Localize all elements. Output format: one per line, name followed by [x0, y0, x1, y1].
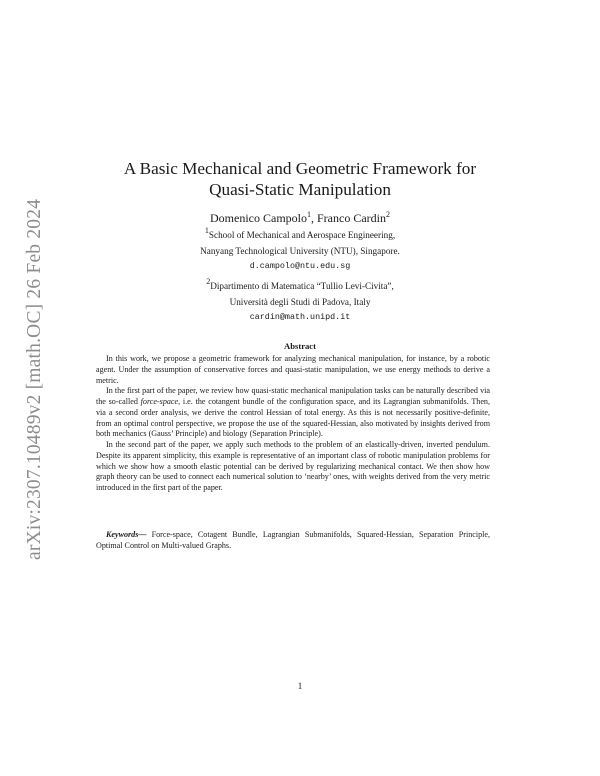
author-cardin: Franco Cardin: [317, 211, 386, 225]
abstract-paragraph-3: In the second part of the paper, we apply such methods to the problem of an elastically-driven, inverted pendulum. Despite its apparent simplicity, this example is representative of an important class of robotic manipulation problems for which we show how a smooth elastic potential can be derived by regularizing mechanical contact. We then show how graph theory can be used to connect each numerical solution to ‘nearby’ ones, with weights derived from the very metric introduced in the first part of the paper.: [96, 440, 490, 492]
author-campolo: Domenico Campolo: [210, 211, 307, 225]
keywords-list: Force-space, Cotagent Bundle, Lagrangian Submanifolds, Squared-Hessian, Separation Principle, Optimal Control on Multi-valued Graphs.: [96, 530, 490, 550]
paper-title: [0, 158, 600, 200]
page-number: 1: [297, 681, 303, 691]
email-cardin[interactable]: cardin@math.unipd.it: [249, 312, 351, 322]
affiliation-ntu-mark: 1: [204, 226, 209, 235]
email-campolo[interactable]: d.campolo@ntu.edu.sg: [249, 261, 351, 271]
affiliation-padova-line2: Università degli Studi di Padova, Italy: [229, 296, 371, 307]
arxiv-identifier: arXiv:2307.10489v2 [math.OC] 26 Feb 2024: [24, 198, 45, 560]
abstract-body: [96, 354, 490, 494]
affiliation-padova-line1: Dipartimento di Matematica “Tullio Levi-Civita”,: [210, 281, 394, 291]
affiliation-padova-mark: 2: [206, 277, 211, 286]
author-list: [0, 211, 600, 226]
abstract-heading: Abstract: [284, 341, 316, 351]
author-separator: ,: [311, 211, 317, 225]
author-cardin-mark: 2: [385, 210, 390, 219]
affiliation-ntu: [0, 228, 600, 275]
affiliation-padova: [0, 279, 600, 326]
keywords: [96, 530, 490, 552]
title-line-1: A Basic Mechanical and Geometric Framework for: [123, 159, 477, 178]
author-campolo-mark: 1: [307, 210, 311, 219]
abstract-p2-emphasis: force-space: [140, 397, 179, 406]
title-line-2: Quasi-Static Manipulation: [209, 180, 391, 199]
abstract-p2-end: , i.e. the cotangent bundle of the configuration space, and its Lagrangian submanifolds. Then, via a second order analysis, we derive the control Hessian of total energy. As this is not necessarily positive-definite, from an optimal control perspective, we propose the use of the squared-Hessian, also motivated by insights derived from both mechanics (Gauss’ Principle) and biology (Separation Principle).: [96, 397, 491, 439]
affiliation-ntu-line1: School of Mechanical and Aerospace Engineering,: [208, 230, 396, 240]
keywords-label: Keywords—: [106, 530, 147, 539]
abstract-paragraph-1: In this work, we propose a geometric framework for analyzing mechanical manipulation, for instance, by a robotic agent. Under the assumption of conservative forces and quasi-static manipulation, we use energy methods to derive a metric.: [96, 354, 490, 385]
affiliation-ntu-line2: Nanyang Technological University (NTU), Singapore.: [200, 245, 400, 256]
abstract-paragraph-2: [96, 386, 490, 440]
abstract-p2-start: In the first part of the paper, we review how quasi-static mechanical manipulation tasks can be naturally described via the so-called: [96, 386, 490, 406]
